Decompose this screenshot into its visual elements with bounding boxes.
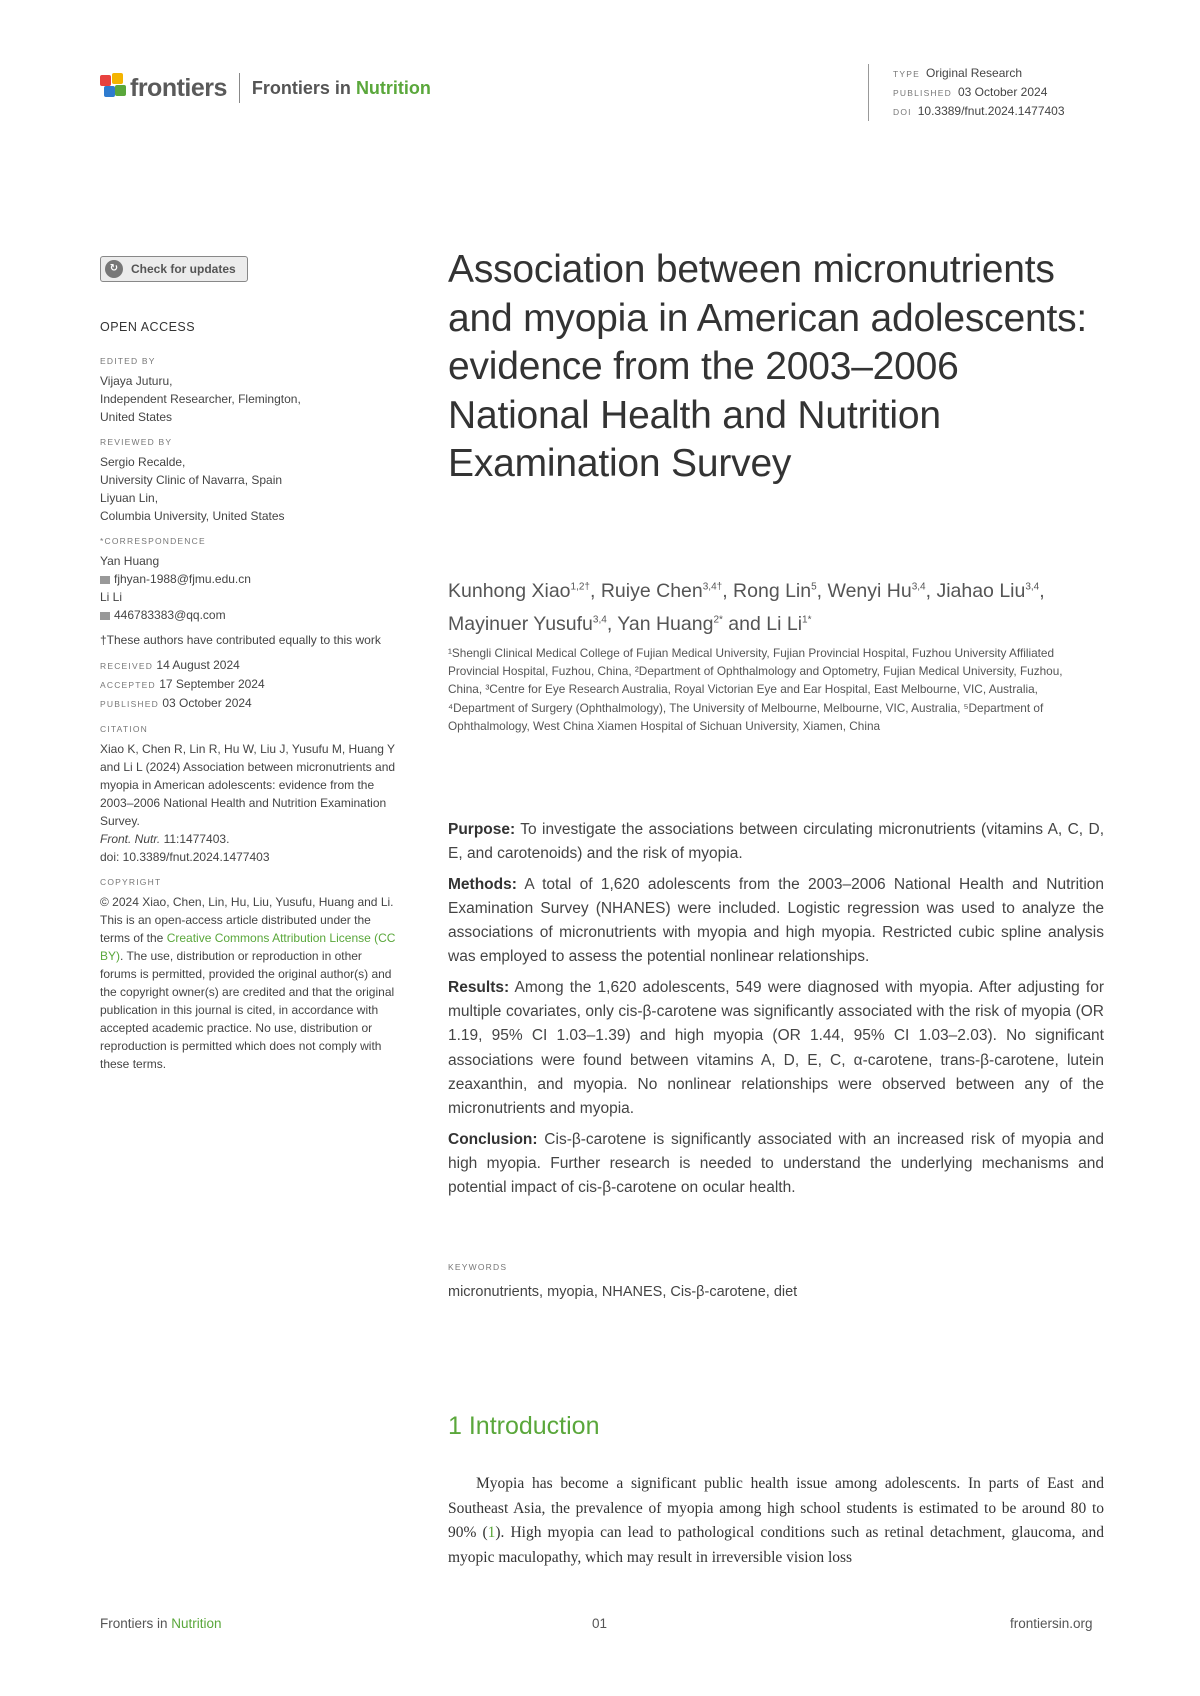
logo-divider <box>239 73 240 103</box>
frontiers-logo-icon <box>100 73 126 103</box>
author-affil-marker: 3,4 <box>592 614 607 626</box>
author-affil-marker: 2* <box>713 614 723 626</box>
copyright: COPYRIGHT © 2024 Xiao, Chen, Lin, Hu, Liu, Yusufu, Huang and Li. This is an open-access article distributed under the terms of the Creative Commons Attribution License (CC BY). The use, distribution or reproduction in other forums is permitted, provided the original author(s) and the copyright owner(s) are credited and that the original publication in this journal is cited, in accordance with accepted academic practice. No use, distribution or reproduction is permitted which does not comply with these terms. <box>100 877 396 1071</box>
journal-name: Frontiers in Nutrition <box>251 77 431 98</box>
intro-body: Myopia has become a significant public health issue among adolescents. In parts of East and Southeast Asia, the prevalence of myopia among high school students is estimated to be around 80 to 90% (1). High myopia can lead to pathological conditions such as retinal detachment, glaucoma, and myopic maculopathy, which may result in irreversible vision loss <box>448 1475 1104 1566</box>
author-name: Jiahao Liu <box>936 579 1026 602</box>
sidebar-info <box>100 352 400 1080</box>
abstract-conclusion: Conclusion: Cis-β-carotene is significantly associated with an increased risk of myopia and high myopia. Further research is needed to understand the underlying mechanisms and potential impact of cis-β-carotene on ocular health. <box>448 1130 1104 1197</box>
keywords-label: KEYWORDS <box>448 1262 508 1272</box>
reviewed-by: REVIEWED BY Sergio Recalde, University Clinic of Navarra, Spain Liyuan Lin, Columbia University, United States <box>100 437 285 523</box>
affiliations: ¹Shengli Clinical Medical College of Fujian Medical University, Fujian Provincial Hospital, Fuzhou University Affiliated Provincial Hospital, Fuzhou, China, ²Department of Ophthalmology and Optometry, Fujian Medical University, Fuzhou, China, ³Centre for Eye Research Australia, Royal Victorian Eye and Ear Hospital, East Melbourne, VIC, Australia, ⁴Department of Surgery (Ophthalmology), The University of Melbourne, Melbourne, VIC, Australia, ⁵Department of Ophthalmology, West China Xiamen Hospital of Sichuan University, Xiamen, China <box>448 646 1063 733</box>
page-number: 01 <box>592 1616 608 1631</box>
abstract-purpose: Purpose: To investigate the associations between circulating micronutrients (vitamins A, C, D, E, and carotenoids) and the risk of myopia. <box>448 821 1104 863</box>
reference-link[interactable]: 1 <box>487 1524 496 1541</box>
equal-contribution-note: †These authors have contributed equally to this work <box>100 633 381 647</box>
abstract-methods: Methods: A total of 1,620 adolescents from the 2003–2006 National Health and Nutrition Examination Survey (NHANES) were included. Logistic regression was used to analyze the associations of micronutrients with myopia and high myopia. Restricted cubic spline analysis was employed to assess the potential nonlinear relationships. <box>448 875 1104 966</box>
citation: CITATION Xiao K, Chen R, Lin R, Hu W, Liu J, Yusufu M, Huang Y and Li L (2024) Association between micronutrients and myopia in American adolescents: evidence from the 2003–2006 National Health and Nutrition Examination Survey. Front. Nutr. 11:1477403. doi: 10.3389/fnut.2024.1477403 <box>100 724 396 864</box>
license-link[interactable]: Creative Commons Attribution License (CC BY) <box>100 931 396 963</box>
author-affil-marker: 1* <box>802 614 812 626</box>
dates: RECEIVED 14 August 2024 ACCEPTED 17 September 2024 PUBLISHED 03 October 2024 <box>100 658 265 710</box>
journal-logo[interactable] <box>100 68 431 108</box>
article-meta <box>868 64 1065 121</box>
abstract-results: Results: Among the 1,620 adolescents, 549 were diagnosed with myopia. After adjusting for multiple covariates, only cis-β-carotene was significantly associated with the risk of myopia (OR 1.19, 95% CI 1.03–1.39) and high myopia (OR 1.44, 95% CI 1.03–2.03). No significant associations were found between vitamins A, D, E, C, α-carotene, trans-β-carotene, lutein zeaxanthin, and myopia. No nonlinear relationships were observed between any of the micronutrients and myopia. <box>448 978 1104 1118</box>
email-link-1[interactable]: fjhyan-1988@fjmu.edu.cn <box>114 572 251 586</box>
article-title: Association between micronutrients and myopia in American adolescents: evidence from the 2003–2006 National Health and Nutrition Examination Survey <box>448 248 1088 485</box>
edited-by: EDITED BY Vijaya Juturu, Independent Researcher, Flemington, United States <box>100 356 301 424</box>
footer-journal: Frontiers in Nutrition <box>100 1616 222 1631</box>
author-list: Kunhong Xiao$^{1,2\dagger}$, Ruiye Chen$^{3,4\dagger}$, Rong Lin$^5$, Wenyi Hu$^{3,4}$, Jiahao Liu$^{3,4}$, Mayinuer Yusufu$^{3,4}$, Yan Huang$^{2*}$ and Li $Li^{1*}$ <box>448 579 1045 635</box>
article-published: PUBLISHED 03 October 2024 <box>893 85 1048 99</box>
author-affil-marker: 3,4 <box>911 581 926 592</box>
author-affil-marker: 3,4 <box>1025 581 1040 592</box>
open-access-label: OPEN ACCESS <box>100 320 196 334</box>
abstract <box>448 818 1104 1206</box>
keywords: micronutrients, myopia, NHANES, Cis-β-carotene, diet <box>448 1284 798 1300</box>
author-affil-marker: 3,4† <box>702 581 723 592</box>
footer-site-link[interactable]: frontiersin.org <box>1010 1616 1093 1631</box>
author-name: Mayinuer Yusufu <box>448 613 593 635</box>
author-name: Ruiye Chen <box>600 579 703 602</box>
author-name: Li Li <box>766 613 803 635</box>
email-link-2[interactable]: 446783383@qq.com <box>114 608 226 622</box>
article-type: TYPE Original Research <box>893 66 1023 80</box>
article-doi: DOI 10.3389/fnut.2024.1477403 <box>893 104 1065 118</box>
email-icon <box>100 576 110 584</box>
brand-name: frontiers <box>130 73 227 102</box>
author-name: Wenyi Hu <box>827 579 912 602</box>
intro-heading: 1 Introduction <box>448 1412 600 1440</box>
author-name: Rong Lin <box>733 579 812 602</box>
correspondence: *CORRESPONDENCE Yan Huang fjhyan-1988@fjmu.edu.cn Li Li 446783383@qq.com <box>100 536 251 622</box>
check-updates-icon: ↻ <box>105 260 123 278</box>
check-updates-button[interactable]: ↻ Check for updates <box>100 256 248 282</box>
author-name: Kunhong Xiao <box>448 579 571 602</box>
author-affil-marker: 5 <box>811 581 817 592</box>
email-icon <box>100 612 110 620</box>
author-name: Yan Huang <box>617 613 714 635</box>
author-affil-marker: 1,2† <box>570 581 590 592</box>
